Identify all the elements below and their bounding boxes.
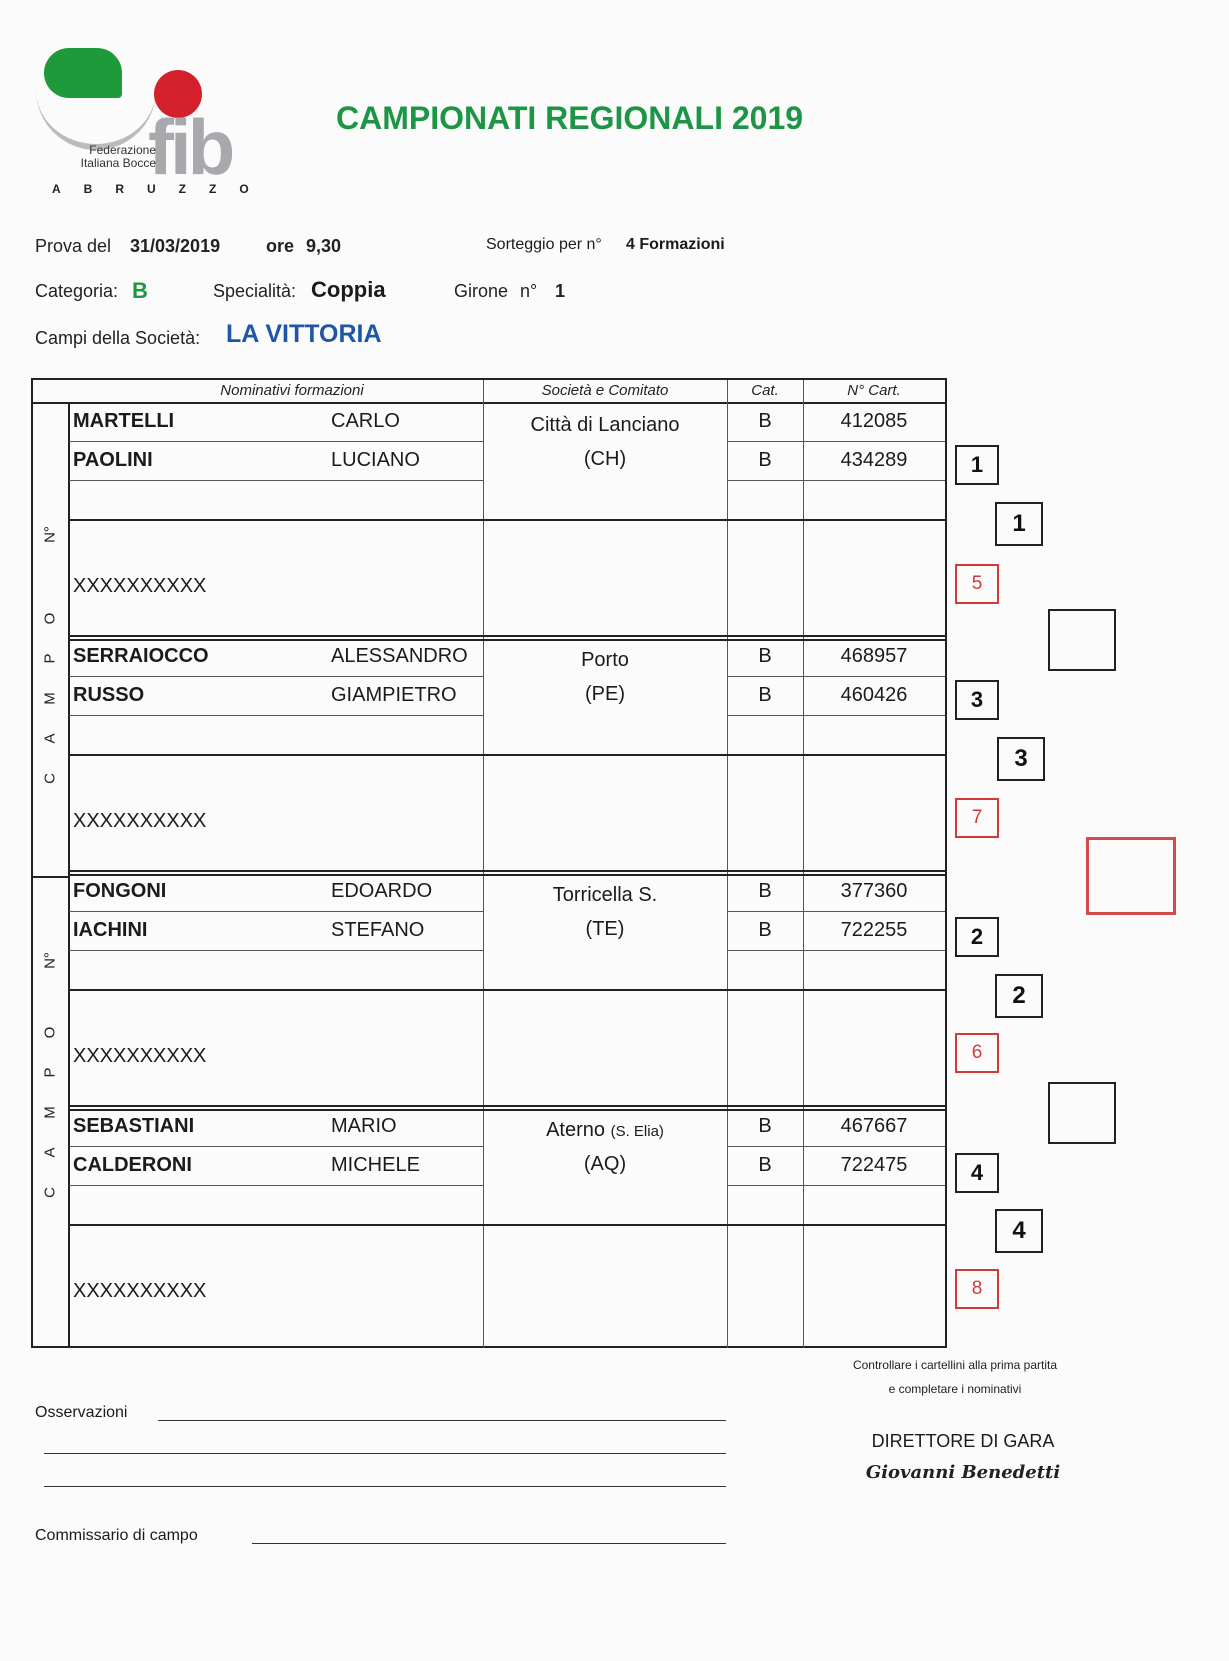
header-nominativi: Nominativi formazioni <box>220 382 364 399</box>
team-divider <box>69 1224 945 1226</box>
player-name: EDOARDO <box>331 880 433 902</box>
team-societa: Torricella S. <box>552 884 658 906</box>
match-number-7: 7 <box>955 798 999 838</box>
row-line <box>727 911 945 912</box>
match-number-5: 5 <box>955 564 999 604</box>
match-number-8: 8 <box>955 1269 999 1309</box>
girone-label: Girone <box>454 281 509 301</box>
team-comitato: (AQ) <box>583 1153 627 1175</box>
header-divider <box>33 402 945 404</box>
player-surname: FONGONI <box>73 880 167 902</box>
player-card: 722255 <box>840 919 908 941</box>
block-divider <box>69 635 945 637</box>
player-name: GIAMPIETRO <box>331 684 457 706</box>
player-name: MARIO <box>331 1115 397 1137</box>
seed-box-3: 3 <box>955 680 999 720</box>
row-line <box>69 1185 483 1186</box>
campi-label: Campi della Società: <box>35 328 201 348</box>
logo-federation-text: Federazione Italiana Bocce <box>80 143 156 170</box>
direttore-label: DIRETTORE DI GARA <box>871 1431 1055 1451</box>
round2-box-1: 1 <box>995 502 1043 546</box>
row-line <box>727 1185 945 1186</box>
row-line <box>69 441 483 442</box>
logo-mark: fib <box>148 103 232 191</box>
row-line <box>69 950 483 951</box>
team-filler: XXXXXXXXXX <box>73 575 207 597</box>
ore-value: 9,30 <box>306 236 342 256</box>
player-card: 467667 <box>840 1115 908 1137</box>
player-cat: B <box>758 919 772 941</box>
sorteggio-label: Sorteggio per n° <box>486 236 602 253</box>
round2-box-2: 2 <box>995 974 1043 1018</box>
logo-swoosh <box>36 90 156 150</box>
player-surname: CALDERONI <box>73 1154 192 1176</box>
player-name: CARLO <box>331 410 400 432</box>
player-surname: SEBASTIANI <box>73 1115 195 1137</box>
player-cat: B <box>758 645 772 667</box>
fib-logo <box>36 42 272 202</box>
row-line <box>727 480 945 481</box>
player-card: 468957 <box>840 645 908 667</box>
round2-box-4: 4 <box>995 1209 1043 1253</box>
row-line <box>727 676 945 677</box>
row-line <box>69 480 483 481</box>
team-societa: Porto <box>581 649 629 671</box>
girone-value: 1 <box>555 281 566 301</box>
player-card: 412085 <box>840 410 908 432</box>
team-societa: Aterno (S. Elia) <box>546 1119 664 1141</box>
header-cat: Cat. <box>751 382 779 399</box>
player-cat: B <box>758 1115 772 1137</box>
girone-n-label: n° <box>520 281 538 301</box>
page-title: CAMPIONATI REGIONALI 2019 <box>336 100 804 136</box>
player-card: 460426 <box>840 684 908 706</box>
player-surname: RUSSO <box>73 684 145 706</box>
osservazioni-line-2[interactable] <box>44 1453 726 1454</box>
player-cat: B <box>758 1154 772 1176</box>
team-comitato: (CH) <box>583 448 627 470</box>
team-societa-extra: (S. Elia) <box>610 1123 664 1140</box>
player-cat: B <box>758 410 772 432</box>
campo-label-bottom: N° O P M A C <box>41 952 59 1198</box>
osservazioni-line-3[interactable] <box>44 1486 726 1487</box>
prova-date: 31/03/2019 <box>130 236 221 256</box>
block-divider <box>69 1105 945 1107</box>
direttore-name: Giovanni Benedetti <box>865 1462 1061 1483</box>
player-cat: B <box>758 684 772 706</box>
row-line <box>69 911 483 912</box>
round2-box-3: 3 <box>997 737 1045 781</box>
block-divider <box>69 870 945 872</box>
block-divider <box>69 874 945 876</box>
block-divider <box>69 639 945 641</box>
seed-box-4: 4 <box>955 1153 999 1193</box>
ore-label: ore <box>266 236 295 256</box>
campi-value: LA VITTORIA <box>226 320 382 348</box>
campo-label-top: N° O P M A C <box>41 526 59 784</box>
commissario-line[interactable] <box>252 1543 726 1544</box>
player-name: LUCIANO <box>331 449 420 471</box>
team-societa: Città di Lanciano <box>530 414 680 436</box>
prova-label: Prova del <box>35 236 112 256</box>
team-filler: XXXXXXXXXX <box>73 810 207 832</box>
draw-table <box>31 378 947 1348</box>
note-line-1: Controllare i cartellini alla prima partita <box>852 1358 1058 1372</box>
specialita-value: Coppia <box>311 277 386 302</box>
team-divider <box>69 519 945 521</box>
player-card: 377360 <box>840 880 908 902</box>
player-card: 434289 <box>840 449 908 471</box>
osservazioni-line-1[interactable] <box>158 1420 726 1421</box>
player-surname: IACHINI <box>73 919 148 941</box>
player-surname: SERRAIOCCO <box>73 645 209 667</box>
row-line <box>69 1146 483 1147</box>
block-divider <box>69 1109 945 1111</box>
row-line <box>727 715 945 716</box>
logo-region: ABRUZZO <box>52 182 272 196</box>
col-divider-cat <box>727 380 728 1348</box>
player-surname: MARTELLI <box>73 410 175 432</box>
player-card: 722475 <box>840 1154 908 1176</box>
seed-box-1: 1 <box>955 445 999 485</box>
note-line-2: e completare i nominativi <box>888 1382 1022 1396</box>
semifinal-box-1[interactable] <box>1048 609 1116 671</box>
team-comitato: (TE) <box>585 918 625 940</box>
commissario-label: Commissario di campo <box>35 1527 198 1544</box>
semifinal-box-2[interactable] <box>1048 1082 1116 1144</box>
row-line <box>727 1146 945 1147</box>
player-name: STEFANO <box>331 919 425 941</box>
player-cat: B <box>758 880 772 902</box>
team-filler: XXXXXXXXXX <box>73 1045 207 1067</box>
categoria-label: Categoria: <box>35 281 119 301</box>
header-cart: N° Cart. <box>847 382 901 399</box>
team-comitato: (PE) <box>585 683 625 705</box>
player-surname: PAOLINI <box>73 449 153 471</box>
player-cat: B <box>758 449 772 471</box>
team-divider <box>69 989 945 991</box>
col-divider-cart <box>803 380 804 1348</box>
row-line <box>69 676 483 677</box>
osservazioni-label: Osservazioni <box>35 1404 128 1421</box>
match-number-6: 6 <box>955 1033 999 1073</box>
final-box[interactable] <box>1086 837 1176 915</box>
player-name: MICHELE <box>331 1154 420 1176</box>
seed-box-2: 2 <box>955 917 999 957</box>
col-divider-societa <box>483 380 484 1348</box>
team-filler: XXXXXXXXXX <box>73 1280 207 1302</box>
player-name: ALESSANDRO <box>331 645 468 667</box>
row-line <box>69 715 483 716</box>
categoria-value: B <box>132 278 148 303</box>
specialita-label: Specialità: <box>213 281 297 301</box>
row-line <box>727 441 945 442</box>
row-line <box>727 950 945 951</box>
header-societa: Società e Comitato <box>541 382 669 399</box>
team-divider <box>69 754 945 756</box>
sorteggio-value: 4 Formazioni <box>626 236 725 253</box>
